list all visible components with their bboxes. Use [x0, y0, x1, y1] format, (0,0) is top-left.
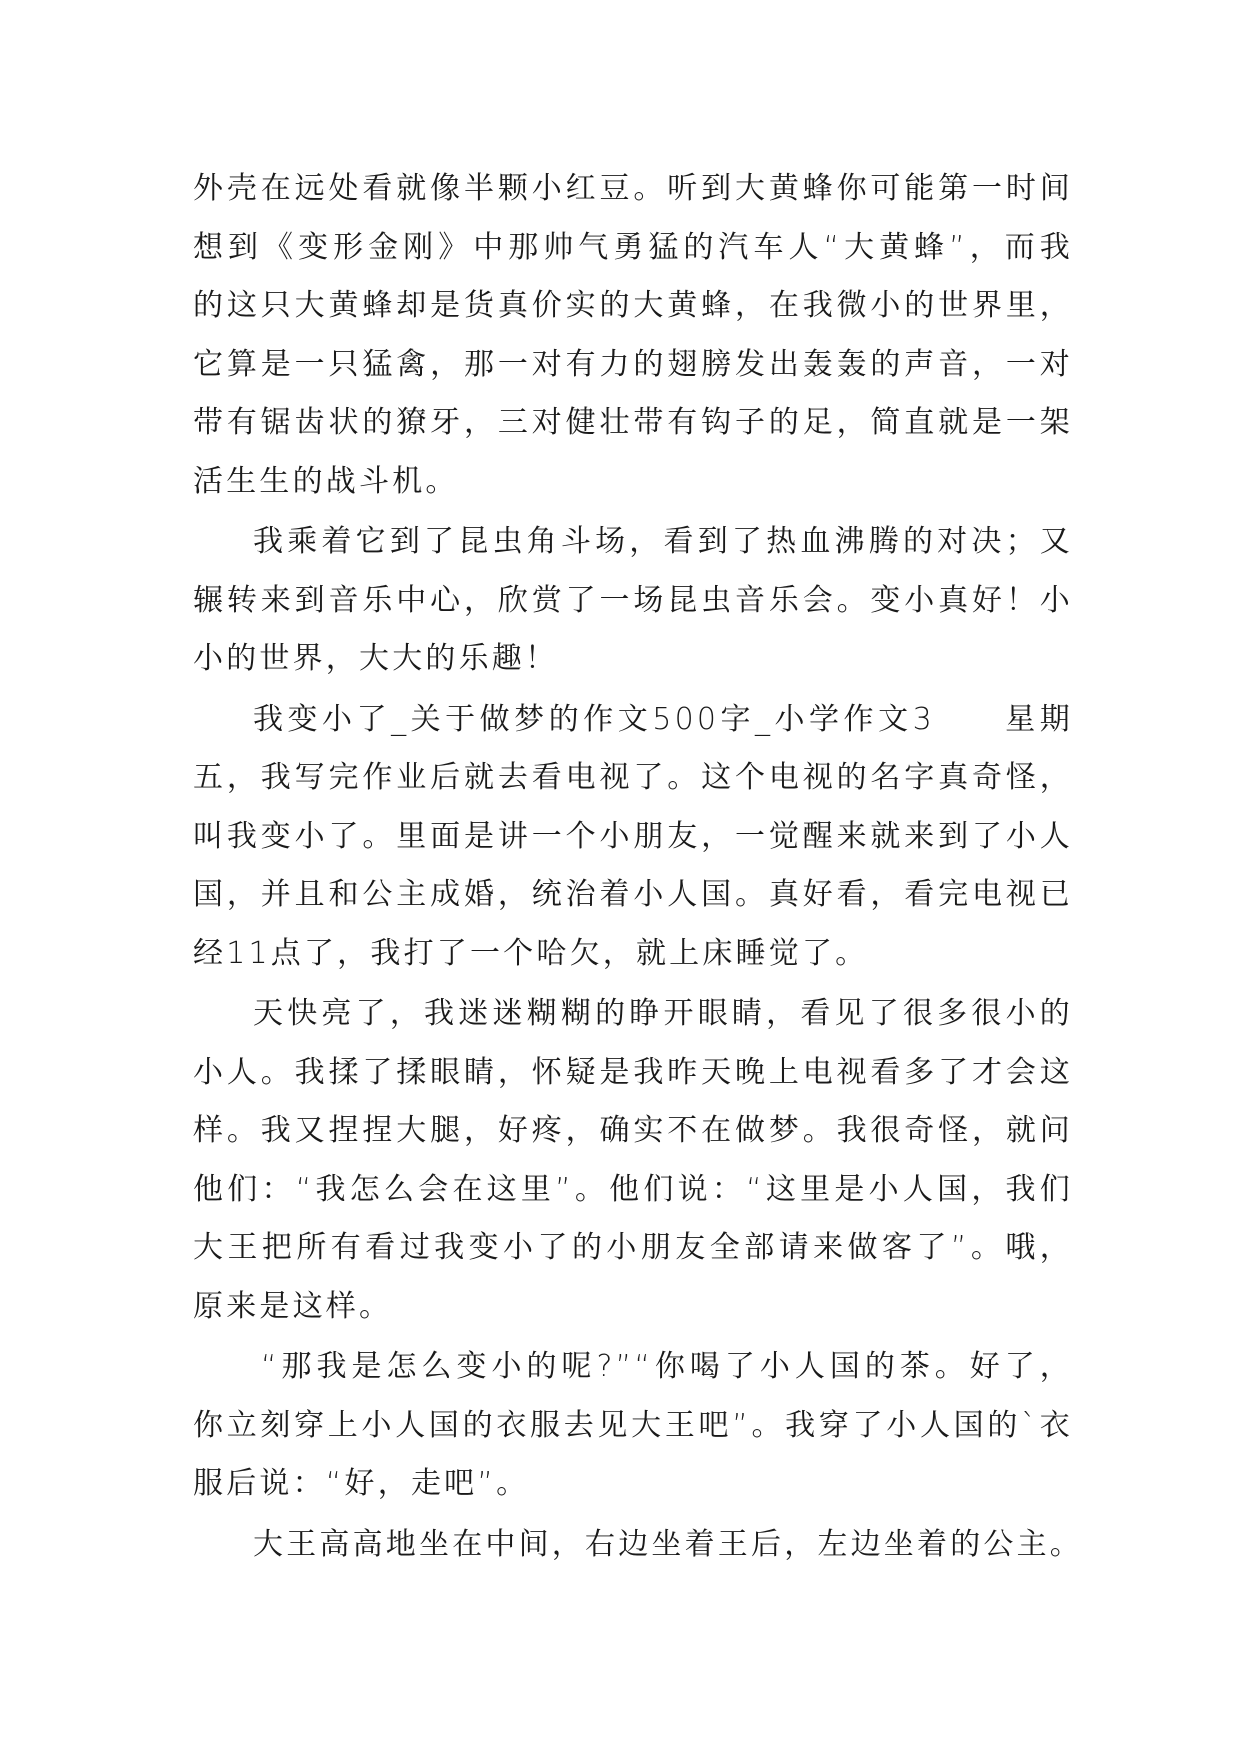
text-line: [193, 925, 1073, 984]
text-line-content: 你立刻穿上小人国的衣服去见大王吧”。我穿了小人国的`衣: [193, 1407, 1073, 1443]
text-line: [193, 1102, 1073, 1161]
text-line: [193, 630, 1073, 689]
text-line: [193, 1044, 1073, 1103]
text-line: [193, 394, 1073, 453]
text-line-content: 叫我变小了。里面是讲一个小朋友，一觉醒来就来到了小人: [193, 818, 1073, 854]
text-line: [193, 985, 1073, 1044]
text-line: [193, 1278, 1073, 1337]
text-line: [193, 572, 1073, 631]
text-line-content: “那我是怎么变小的呢?”“你喝了小人国的茶。好了，: [261, 1349, 1073, 1384]
text-line: [193, 513, 1073, 572]
text-line: [193, 277, 1073, 336]
text-line-content: 我乘着它到了昆虫角斗场，看到了热血沸腾的对决；又: [253, 524, 1073, 559]
text-line-content: 天快亮了，我迷迷糊糊的睁开眼睛，看见了很多很小的: [253, 996, 1073, 1031]
text-line-content: 原来是这样。: [193, 1288, 393, 1324]
text-line-content: 经11点了，我打了一个哈欠，就上床睡觉了。: [193, 935, 869, 971]
text-line-content: 样。我又捏捏大腿，好疼，确实不在做梦。我很奇怪，就问: [193, 1113, 1073, 1148]
text-line: [193, 1455, 1073, 1514]
document-body: [193, 160, 1083, 1574]
text-line-content: 大王把所有看过我变小了的小朋友全部请来做客了”。哦，: [193, 1230, 1073, 1265]
text-line-content: 我变小了_关于做梦的作文500字_小学作文3 星期: [253, 701, 1073, 737]
text-line: [193, 160, 1073, 219]
text-line: [193, 1397, 1073, 1456]
text-line: [193, 1338, 1073, 1397]
text-line-content: 外壳在远处看就像半颗小红豆。听到大黄蜂你可能第一时间: [193, 171, 1073, 206]
text-line-content: 服后说：“好，走吧”。: [193, 1466, 530, 1501]
text-line-content: 五，我写完作业后就去看电视了。这个电视的名字真奇怪，: [193, 760, 1073, 795]
text-line: [193, 336, 1073, 395]
text-line-content: 想到《变形金刚》中那帅气勇猛的汽车人“大黄蜂”，而我: [193, 229, 1073, 265]
text-line-content: 活生生的战斗机。: [193, 463, 459, 499]
text-line-content: 带有锯齿状的獠牙，三对健壮带有钩子的足，简直就是一架: [193, 405, 1073, 440]
text-line: [193, 808, 1073, 867]
text-line-content: 小的世界，大大的乐趣！: [193, 641, 559, 676]
text-line-content: 辗转来到音乐中心，欣赏了一场昆虫音乐会。变小真好！小: [193, 582, 1073, 618]
text-line-content: 大王高高地坐在中间，右边坐着王后，左边坐着的公主。: [253, 1526, 1083, 1562]
text-line: [193, 691, 1073, 750]
text-line-content: 国，并且和公主成婚，统治着小人国。真好看，看完电视已: [193, 877, 1073, 912]
text-line-content: 他们：“我怎么会在这里”。他们说：“这里是小人国，我们: [193, 1171, 1073, 1207]
text-line: [193, 219, 1073, 278]
text-line: [193, 1219, 1073, 1278]
text-line: [193, 866, 1073, 925]
text-line: [193, 749, 1073, 808]
text-line-content: 的这只大黄蜂却是货真价实的大黄蜂，在我微小的世界里，: [193, 288, 1073, 323]
text-line-content: 它算是一只猛禽，那一对有力的翅膀发出轰轰的声音，一对: [193, 346, 1073, 382]
text-line: [193, 1516, 1083, 1575]
text-line: [193, 1161, 1073, 1220]
text-line: [193, 453, 1073, 512]
text-line-content: 小人。我揉了揉眼睛，怀疑是我昨天晚上电视看多了才会这: [193, 1054, 1073, 1090]
